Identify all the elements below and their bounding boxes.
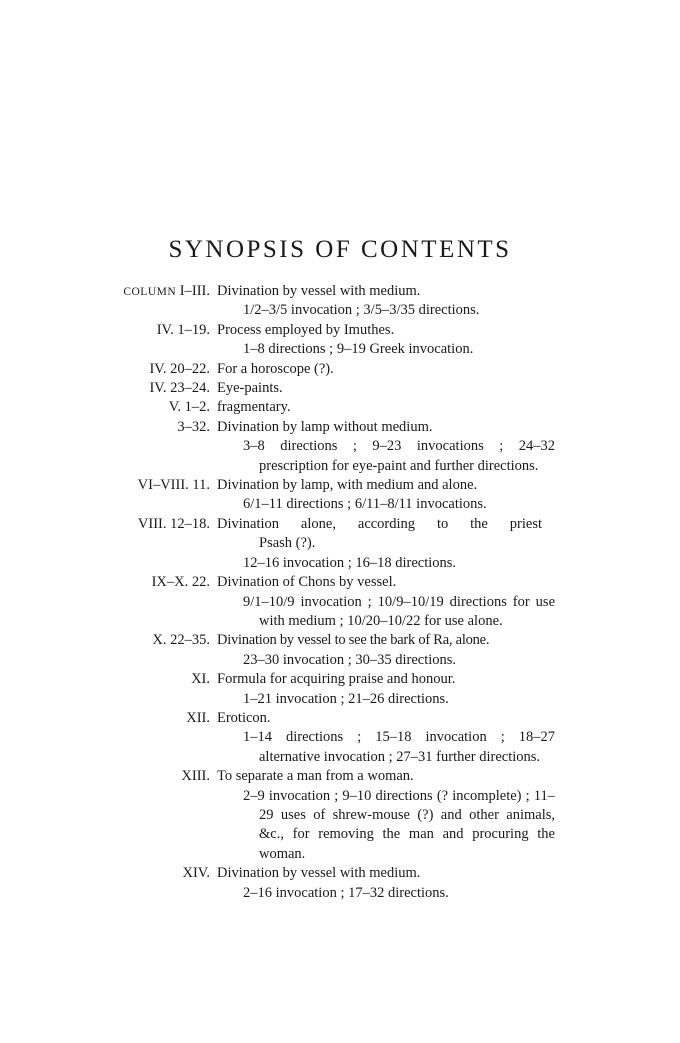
synopsis-entry: [0, 670, 680, 709]
entry-detail: Psash (?).: [259, 535, 316, 552]
column-prefix: COLUMN: [123, 286, 177, 298]
entry-detail: 1/2–3/5 invocation ; 3/5–3/35 directions.: [243, 302, 480, 319]
entry-detail: 3–8 directions ; 9–23 invocations ; 24–32 prescription for eye-paint and further directions.: [243, 438, 555, 474]
entry-detail: 1–21 invocation ; 21–26 directions.: [243, 690, 449, 707]
entry-description: Divination by vessel to see the bark of Ra, alone.: [217, 632, 490, 649]
column-reference: X. 22–35.: [152, 632, 210, 649]
column-reference: [40, 282, 210, 302]
synopsis-entry: [0, 321, 680, 360]
synopsis-entry: [0, 282, 680, 321]
column-reference: V. 1–2.: [168, 399, 210, 416]
column-reference: IV. 1–19.: [156, 321, 210, 338]
column-reference: IX–X. 22.: [151, 574, 210, 591]
synopsis-entry: [0, 709, 680, 767]
synopsis-list: [0, 282, 680, 903]
entry-detail: 1–14 directions ; 15–18 invocation ; 18–27 alternative invocation ; 27–31 further directions.: [243, 729, 555, 765]
entry-detail: 2–16 invocation ; 17–32 directions.: [243, 884, 449, 901]
entry-description: Eroticon.: [217, 709, 271, 726]
synopsis-entry: [0, 360, 680, 379]
column-reference: XIV.: [182, 865, 210, 882]
column-reference: 3–32.: [177, 418, 210, 435]
entry-description: Divination by vessel with medium.: [217, 283, 421, 299]
synopsis-entry: [0, 864, 680, 903]
entry-description: For a horoscope (?).: [217, 360, 334, 377]
synopsis-entry: [0, 515, 680, 573]
column-reference: VI–VIII. 11.: [137, 477, 210, 494]
synopsis-entry: [0, 573, 680, 631]
entry-detail: 23–30 invocation ; 30–35 directions.: [243, 651, 457, 668]
synopsis-entry: [0, 631, 680, 670]
column-reference: XII.: [186, 709, 210, 726]
entry-description: Divination of Chons by vessel.: [217, 574, 397, 591]
column-reference: XIII.: [181, 768, 210, 785]
column-reference: XI.: [191, 671, 210, 688]
column-reference: IV. 23–24.: [149, 380, 210, 397]
column-reference: IV. 20–22.: [149, 360, 210, 377]
entry-detail: 9/1–10/9 invocation ; 10/9–10/19 directions for use with medium ; 10/20–10/22 for use alone.: [243, 593, 555, 629]
column-reference: VIII. 12–18.: [137, 515, 210, 532]
synopsis-entry: [0, 767, 680, 864]
entry-description: fragmentary.: [217, 399, 291, 416]
entry-description: Divination alone, according to the priest: [217, 515, 542, 532]
entry-detail: 6/1–11 directions ; 6/11–8/11 invocations.: [243, 496, 487, 513]
entry-detail: 2–9 invocation ; 9–10 directions (? incomplete) ; 11–29 uses of shrew-mouse (?) and other animals, &c., for removing the man and procuring the woman.: [243, 787, 555, 862]
column-range: I–III.: [179, 283, 210, 299]
synopsis-entry: [0, 476, 680, 515]
page-title: SYNOPSIS OF CONTENTS: [168, 236, 512, 263]
synopsis-entry: [0, 398, 680, 417]
entry-description: Divination by lamp without medium.: [217, 418, 433, 435]
entry-description: Eye-paints.: [217, 380, 283, 397]
entry-description: To separate a man from a woman.: [217, 768, 414, 785]
synopsis-entry: [0, 418, 680, 476]
entry-description: Process employed by Imuthes.: [217, 321, 395, 338]
entry-description: Formula for acquiring praise and honour.: [217, 671, 456, 688]
synopsis-entry: [0, 379, 680, 398]
entry-detail-secondary: 12–16 invocation ; 16–18 directions.: [243, 554, 457, 571]
entry-description: Divination by lamp, with medium and alone.: [217, 477, 478, 494]
entry-description: Divination by vessel with medium.: [217, 865, 421, 882]
entry-detail: 1–8 directions ; 9–19 Greek invocation.: [243, 341, 474, 358]
